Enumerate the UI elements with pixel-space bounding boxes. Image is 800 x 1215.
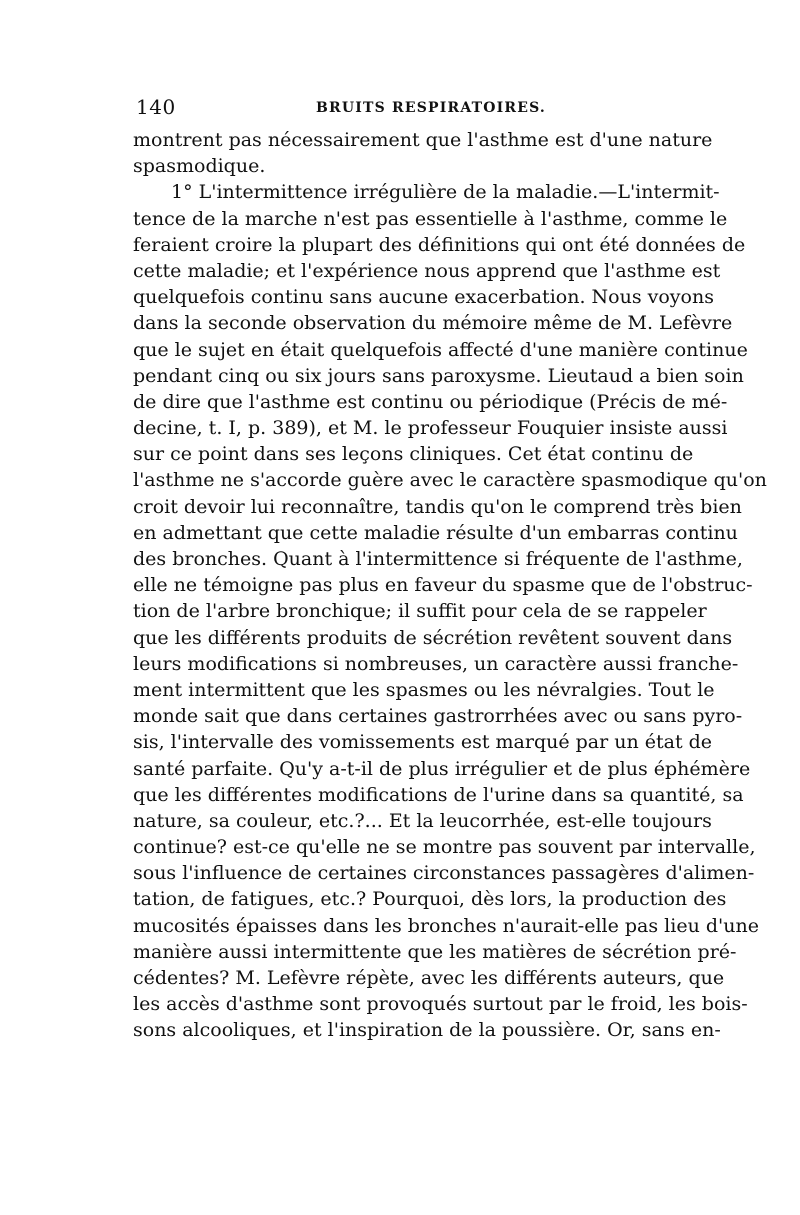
text-line: quelquefois continu sans aucune exacerbation. Nous voyons [133,286,714,309]
text-line: des bronches. Quant à l'intermittence si fréquente de l'asthme, [133,548,743,570]
text-line: tation, de fatigues, etc.? Pourquoi, dès lors, la production des [133,888,727,911]
text-line: de dire que l'asthme est continu ou périodique (Précis de mé- [133,390,728,413]
running-head [132,95,672,121]
text-line: nature, sa couleur, etc.?... Et la leucorrhée, est-elle toujours [133,809,712,832]
text-line: dans la seconde observation du mémoire même de M. Lefèvre [133,312,733,335]
text-line: pendant cinq ou six jours sans paroxysme. Lieutaud a bien soin [133,364,744,387]
text-line: decine, t. I, p. 389), et M. le professeur Fouquier insiste aussi [133,417,728,440]
body-text [133,127,767,1044]
text-line: cette maladie; et l'expérience nous apprend que l'asthme est [133,259,721,282]
text-line: sur ce point dans ses leçons cliniques. Cet état continu de [133,443,694,466]
text-line: sis, l'intervalle des vomissements est marqué par un état de [133,731,713,754]
text-line: l'asthme ne s'accorde guère avec le caractère spasmodique qu'on [133,469,767,492]
text-line: que les différents produits de sécrétion revêtent souvent dans [133,626,733,649]
text-line: manière aussi intermittente que les matières de sécrétion pré- [133,940,737,963]
text-line: ment intermittent que les spasmes ou les névralgies. Tout le [133,678,715,701]
text-line: leurs modifications si nombreuses, un caractère aussi franche- [133,652,739,675]
text-line: sous l'influence de certaines circonstances passagères d'alimen- [133,862,755,885]
text-line: spasmodique. [133,155,266,178]
text-line: feraient croire la plupart des définitions qui ont été données de [133,233,746,256]
text-line: monde sait que dans certaines gastrorrhées avec ou sans pyro- [133,705,743,728]
text-line: montrent pas nécessairement que l'asthme est d'une nature [133,129,713,151]
text-line: que le sujet en était quelquefois affecté d'une manière continue [133,338,748,361]
text-line: tence de la marche n'est pas essentielle à l'asthme, comme le [133,207,728,230]
text-line: sons alcooliques, et l'inspiration de la poussière. Or, sans en- [133,1019,721,1042]
page-number: 140 [136,95,176,119]
text-line: tion de l'arbre bronchique; il suffit pour cela de se rappeler [133,600,707,623]
text-line: mucosités épaisses dans les bronches n'aurait-elle pas lieu d'une [133,914,759,937]
text-line: elle ne témoigne pas plus en faveur du spasme que de l'obstruc- [133,574,753,597]
text-line: en admettant que cette maladie résulte d'un embarras continu [133,521,738,544]
text-line: les accès d'asthme sont provoqués surtout par le froid, les bois- [133,993,748,1016]
text-line: que les différentes modifications de l'urine dans sa quantité, sa [133,783,744,806]
text-line: santé parfaite. Qu'y a-t-il de plus irrégulier et de plus éphémère [133,757,751,780]
text-line: croit devoir lui reconnaître, tandis qu'on le comprend très bien [133,495,742,518]
text-line: 1° L'intermittence irrégulière de la maladie.—L'intermit- [171,181,720,204]
running-title: BRUITS RESPIRATOIRES. [316,100,547,116]
text-line: cédentes? M. Lefèvre répète, avec les différents auteurs, que [133,967,725,989]
text-line: continue? est-ce qu'elle ne se montre pas souvent par intervalle, [133,836,756,859]
